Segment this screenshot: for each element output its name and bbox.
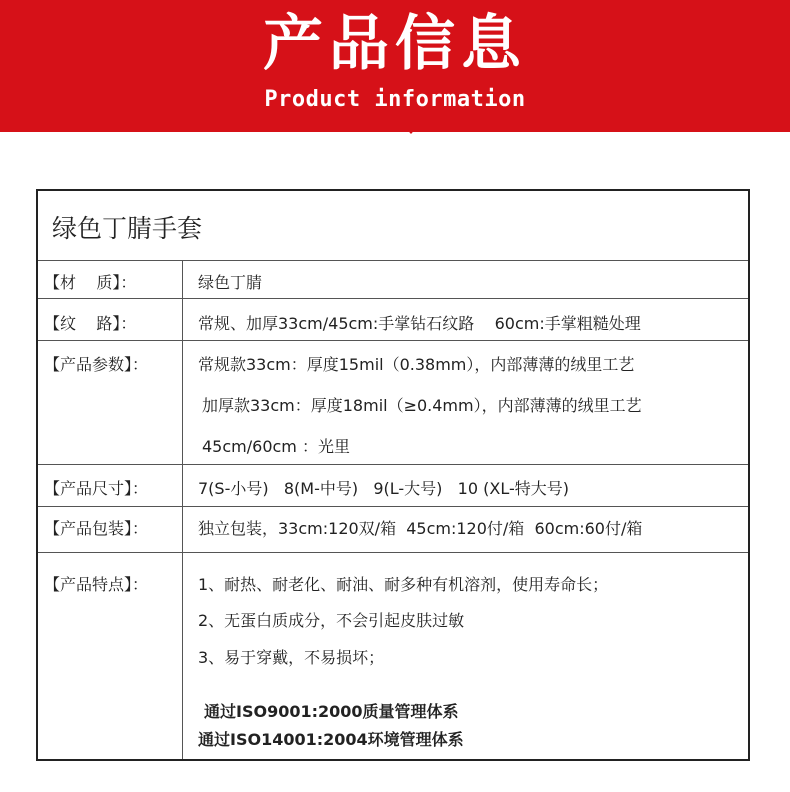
product-name: 绿色丁腈手套: [52, 214, 203, 243]
texture-label: 【纹 路】：: [44, 314, 137, 333]
params-line: 常规款33cm：厚度15mil（0.38mm），内部薄薄的绒里工艺: [198, 355, 635, 374]
params-line: 45cm/60cm ：光里: [202, 437, 350, 456]
package-label: 【产品包装】：: [44, 519, 149, 538]
material-value: 绿色丁腈: [198, 273, 263, 292]
size-label: 【产品尺寸】：: [44, 479, 149, 498]
divider: [38, 552, 748, 553]
divider: [38, 464, 748, 465]
texture-value: 常规、加厚33cm/45cm:手掌钻石纹路 60cm:手掌粗糙处理: [198, 314, 641, 333]
feature-item: 1、耐热、耐老化、耐油、耐多种有机溶剂，使用寿命长；: [198, 575, 609, 594]
features-label: 【产品特点】：: [44, 575, 149, 594]
material-label: 【材 质】：: [44, 273, 137, 292]
params-label: 【产品参数】：: [44, 355, 149, 374]
certification: 通过ISO14001:2004环境管理体系: [198, 730, 464, 749]
divider: [38, 298, 748, 299]
certification: 通过ISO9001:2000质量管理体系: [204, 702, 459, 721]
divider: [38, 260, 748, 261]
banner-subtitle: Product information: [264, 87, 526, 112]
params-line: 加厚款33cm：厚度18mil（≥0.4mm），内部薄薄的绒里工艺: [202, 396, 642, 415]
banner-notch: [402, 124, 420, 134]
package-value: 独立包装，33cm:120双/箱 45cm:120付/箱 60cm:60付/箱: [198, 519, 643, 538]
column-divider: [182, 260, 183, 759]
feature-item: 2、无蛋白质成分，不会引起皮肤过敏: [198, 611, 465, 630]
feature-item: 3、易于穿戴，不易损坏；: [198, 648, 385, 667]
product-info-table: [36, 189, 750, 761]
divider: [38, 340, 748, 341]
banner-title: 产品信息: [263, 9, 527, 79]
divider: [38, 506, 748, 507]
size-value: 7(S-小号) 8(M-中号) 9(L-大号) 10 (XL-特大号): [198, 479, 569, 498]
header-banner: [0, 0, 790, 132]
